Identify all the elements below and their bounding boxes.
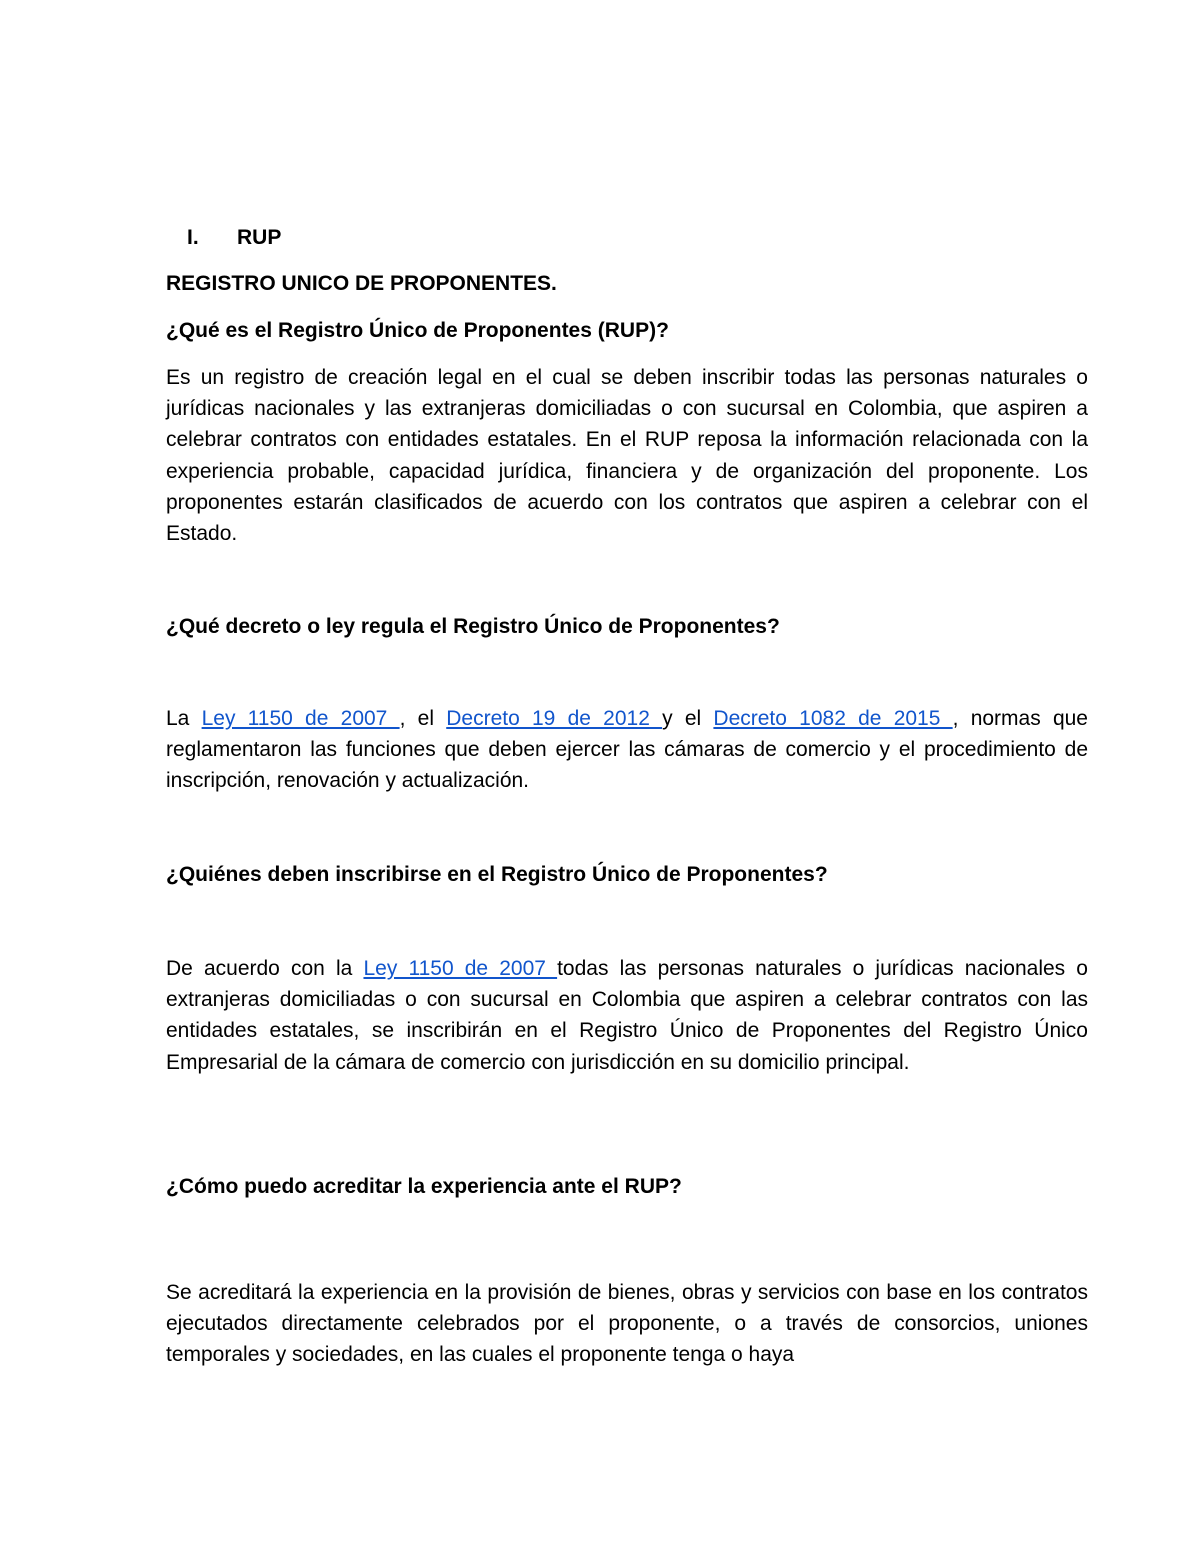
link-decreto-1082-2015[interactable]: Decreto 1082 de 2015	[713, 707, 953, 730]
question-1-heading: ¿Qué es el Registro Único de Proponentes (RUP)?	[166, 319, 669, 342]
question-3-heading: ¿Quiénes deben inscribirse en el Registro Único de Proponentes?	[166, 863, 828, 886]
q3-text-start: De acuerdo con la	[166, 957, 364, 980]
q2-text-mid1: , el	[399, 707, 447, 730]
q2-text-mid2: y el	[662, 707, 714, 730]
link-ley-1150-2007[interactable]: Ley 1150 de 2007	[201, 707, 400, 730]
q2-text-start: La	[166, 707, 202, 730]
main-heading: REGISTRO UNICO DE PROPONENTES.	[166, 272, 557, 295]
question-4-heading: ¿Cómo puedo acreditar la experiencia ante el RUP?	[166, 1175, 682, 1198]
question-3-answer	[166, 953, 1088, 1078]
q3-text-end: todas las personas naturales o jurídicas nacionales o extranjeras domiciliadas o con sucursal en Colombia que aspiren a celebrar contratos con las entidades estatales, se inscribirán en el Registro Único de Proponentes del Registro Único Empresarial de la cámara de comercio con jurisdicción en su domicilio principal.	[166, 957, 1088, 1074]
q2-text-end: , normas que reglamentaron las funciones que deben ejercer las cámaras de comercio y el procedimiento de inscripción, renovación y actualización.	[166, 707, 1088, 793]
question-1-answer: Es un registro de creación legal en el cual se deben inscribir todas las personas naturales o jurídicas nacionales y las extranjeras domiciliadas o con sucursal en Colombia, que aspiren a celebrar contratos con entidades estatales. En el RUP reposa la información relacionada con la experiencia probable, capacidad jurídica, financiera y de organización del proponente. Los proponentes estarán clasificados de acuerdo con los contratos que aspiren a celebrar con el Estado.	[166, 366, 1088, 546]
question-4-answer: Se acreditará la experiencia en la provisión de bienes, obras y servicios con base en los contratos ejecutados directamente celebrados por el proponente, o a través de consorcios, uniones temporales y sociedades, en las cuales el proponente tenga o haya	[166, 1281, 1088, 1367]
question-2-heading: ¿Qué decreto o ley regula el Registro Único de Proponentes?	[166, 615, 780, 638]
section-title: RUP	[237, 226, 282, 249]
link-ley-1150-2007-b[interactable]: Ley 1150 de 2007	[363, 957, 558, 980]
link-decreto-19-2012[interactable]: Decreto 19 de 2012	[446, 707, 663, 730]
section-number: I.	[187, 226, 199, 249]
question-2-answer	[166, 703, 1088, 797]
